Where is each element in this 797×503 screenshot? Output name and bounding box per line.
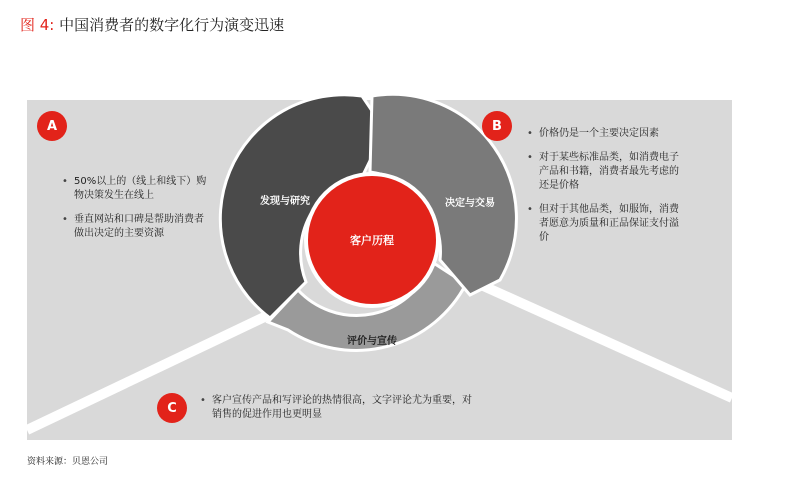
section-b-bullet: • 对于某些标准品类，如消费电子产品和书籍，消费者最先考虑的还是价格 [527, 151, 687, 193]
section-c-bullet: • 客户宣传产品和写评论的热情很高，文字评论尤为重要，对销售的促进作用也更明显 [200, 394, 480, 422]
section-b-bullet: • 但对于其他品类，如服饰，消费者愿意为质量和正品保证支付溢价 [527, 203, 687, 245]
section-c-list [200, 394, 480, 432]
section-a-bullet: • 垂直网站和口碑是帮助消费者做出决定的主要资源 [62, 213, 212, 241]
badge-a: A [37, 111, 67, 141]
badge-c: C [157, 393, 187, 423]
center-label: 客户历程 [350, 234, 394, 247]
figure-number: 图 4: [20, 16, 55, 34]
connector-line-b [470, 280, 732, 398]
figure-title-text: 中国消费者的数字化行为演变迅速 [59, 16, 285, 34]
stage-label-review: 评价与宣传 [347, 336, 397, 347]
section-b-list [527, 127, 687, 255]
section-b-bullet: • 价格仍是一个主要决定因素 [527, 127, 687, 141]
stage-label-decide: 决定与交易 [445, 198, 495, 209]
stage-label-discover: 发现与研究 [260, 196, 310, 207]
section-a-list [62, 175, 212, 251]
badge-b: B [482, 111, 512, 141]
section-a-bullet: • 50%以上的（线上和线下）购物决策发生在线上 [62, 175, 212, 203]
source-note: 资料来源：贝恩公司 [27, 457, 109, 467]
